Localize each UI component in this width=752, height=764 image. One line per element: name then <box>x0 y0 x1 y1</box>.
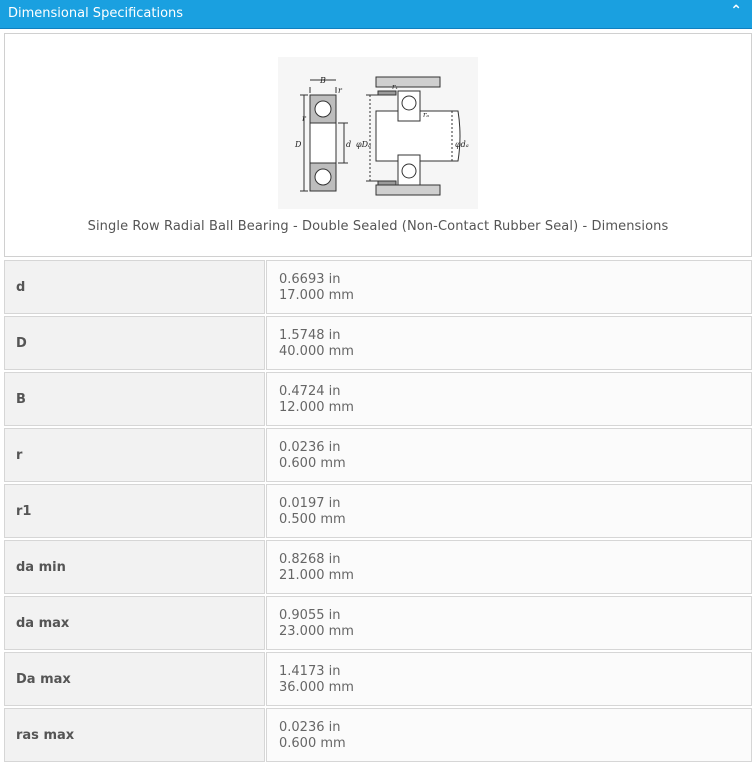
spec-value-cell <box>266 316 752 370</box>
spec-label: D <box>16 336 27 351</box>
spec-value-in: 0.0236 in <box>279 440 341 455</box>
spec-value-mm: 36.000 mm <box>279 680 354 695</box>
label-B: B <box>320 76 326 85</box>
spec-label-cell <box>4 540 265 594</box>
label-d: d <box>346 140 352 149</box>
spec-row <box>4 260 752 314</box>
spec-label: Da max <box>16 672 71 687</box>
spec-row <box>4 596 752 650</box>
spec-label-cell <box>4 372 265 426</box>
spec-value-in: 0.9055 in <box>279 608 341 623</box>
spec-value-cell <box>266 652 752 706</box>
spec-value-cell <box>266 484 752 538</box>
label-ra: rₐ <box>423 111 429 119</box>
spec-value-cell <box>266 428 752 482</box>
bearing-dimension-diagram <box>278 57 478 209</box>
spec-value-in: 0.0197 in <box>279 496 341 511</box>
spec-value-mm: 23.000 mm <box>279 624 354 639</box>
spec-label-cell <box>4 596 265 650</box>
spec-label: r1 <box>16 504 32 519</box>
spec-label-cell <box>4 708 265 762</box>
diagram-panel <box>4 33 752 257</box>
spec-label: r <box>16 448 23 463</box>
spec-value-mm: 0.600 mm <box>279 736 346 751</box>
spec-value-mm: 21.000 mm <box>279 568 354 583</box>
spec-value-cell <box>266 372 752 426</box>
spec-value-cell <box>266 540 752 594</box>
label-D: D <box>295 140 302 149</box>
spec-value-cell <box>266 260 752 314</box>
spec-label: B <box>16 392 26 407</box>
spec-row <box>4 484 752 538</box>
chevron-up-icon[interactable]: ⌃ <box>730 3 742 19</box>
label-Da: φDₐ <box>356 140 372 149</box>
spec-label: da min <box>16 560 66 575</box>
spec-value-in: 0.0236 in <box>279 720 341 735</box>
spec-label-cell <box>4 260 265 314</box>
spec-label: ras max <box>16 728 75 743</box>
spec-value-in: 0.6693 in <box>279 272 341 287</box>
spec-value-mm: 40.000 mm <box>279 344 354 359</box>
label-da: φdₐ <box>455 140 469 149</box>
diagram-caption: Single Row Radial Ball Bearing - Double Sealed (Non-Contact Rubber Seal) - Dimensions <box>87 219 669 234</box>
label-r-left: r <box>302 114 306 123</box>
spec-value-mm: 0.600 mm <box>279 456 346 471</box>
label-r: r <box>338 86 342 95</box>
spec-value-in: 0.4724 in <box>279 384 341 399</box>
spec-label-cell <box>4 484 265 538</box>
spec-value-in: 0.8268 in <box>279 552 341 567</box>
spec-label-cell <box>4 428 265 482</box>
section-title: Dimensional Specifications <box>8 6 184 21</box>
section-header[interactable] <box>0 0 752 29</box>
spec-row <box>4 316 752 370</box>
spec-value-cell <box>266 708 752 762</box>
spec-value-in: 1.4173 in <box>279 664 341 679</box>
spec-value-mm: 0.500 mm <box>279 512 346 527</box>
spec-label: da max <box>16 616 70 631</box>
spec-row <box>4 372 752 426</box>
spec-value-mm: 12.000 mm <box>279 400 354 415</box>
spec-row <box>4 540 752 594</box>
spec-value-mm: 17.000 mm <box>279 288 354 303</box>
spec-row <box>4 708 752 762</box>
spec-value-in: 1.5748 in <box>279 328 341 343</box>
spec-value-cell <box>266 596 752 650</box>
spec-row <box>4 428 752 482</box>
spec-label-cell <box>4 652 265 706</box>
label-r1: r₁ <box>392 83 399 91</box>
spec-row <box>4 652 752 706</box>
spec-label-cell <box>4 316 265 370</box>
spec-label: d <box>16 280 26 295</box>
